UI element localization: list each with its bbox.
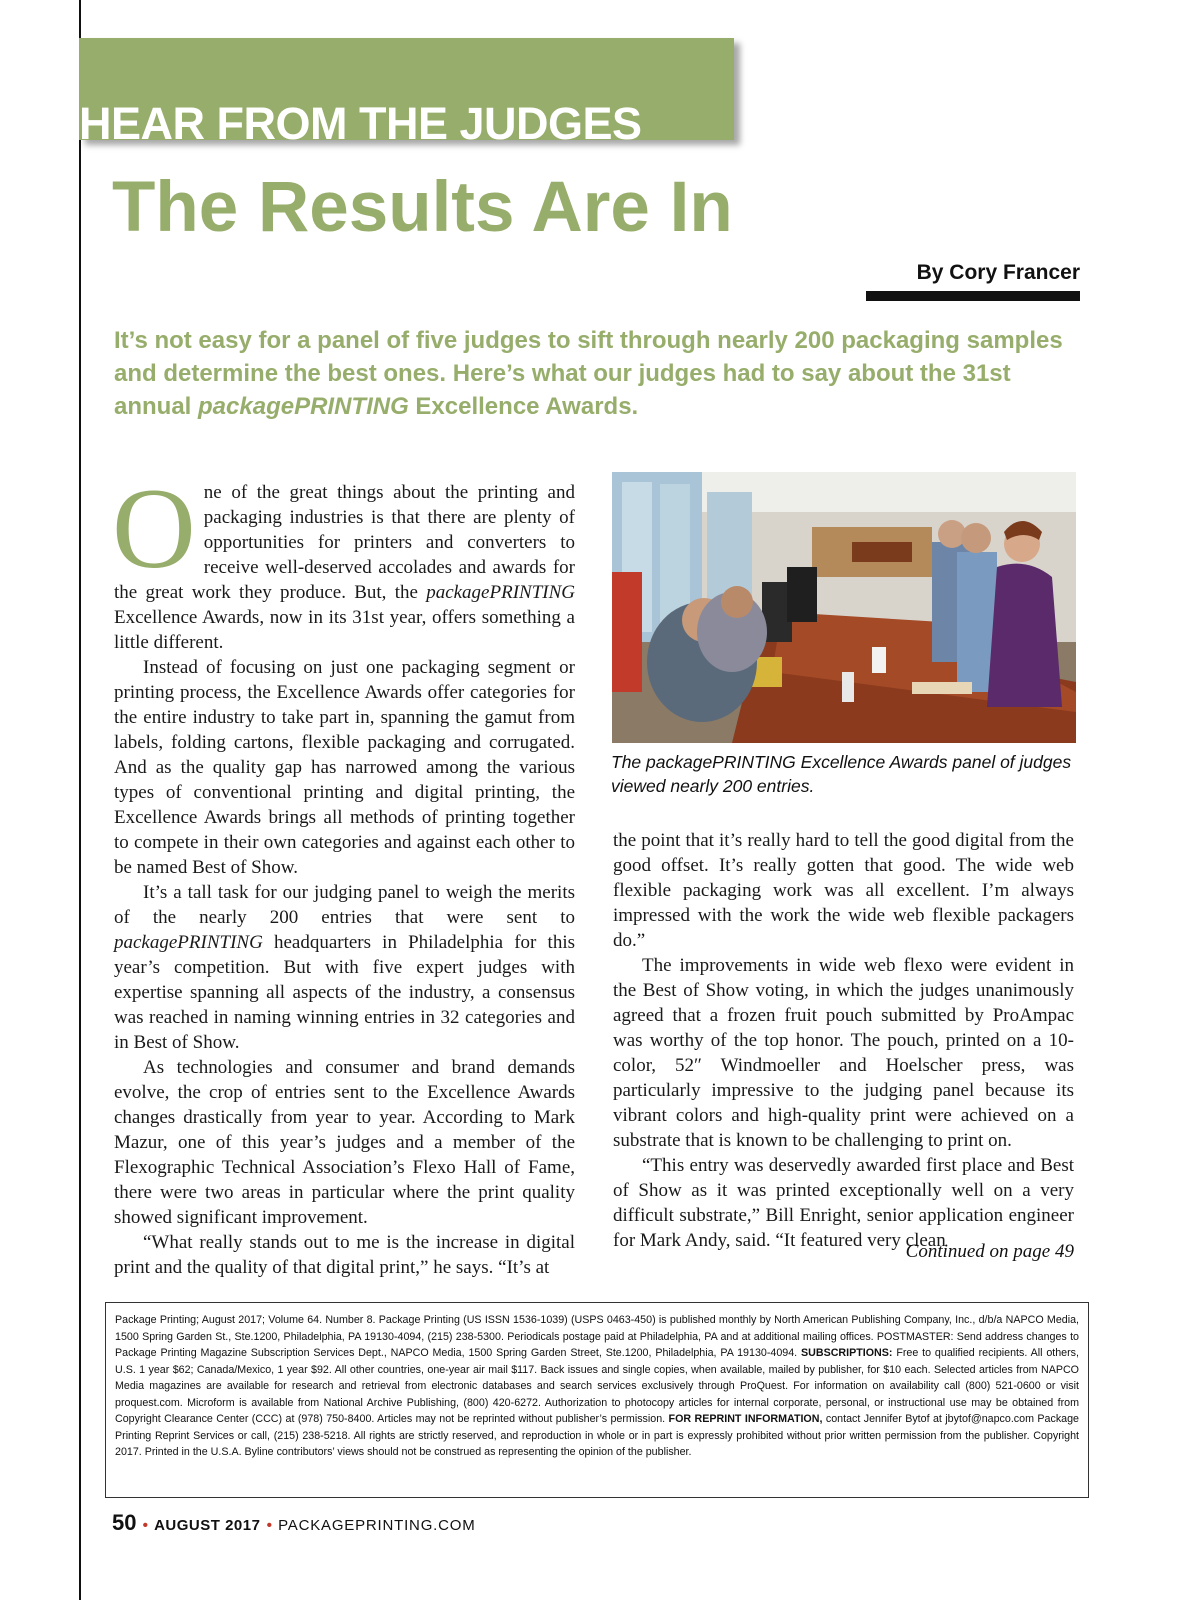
paragraph: “What really stands out to me is the increase in digital print and the quality of that digital print,” he says. “It’s at <box>114 1232 575 1278</box>
byline: By Cory Francer <box>916 261 1080 284</box>
byline-rule <box>866 291 1080 301</box>
paragraph: One of the great things about the printing and packaging industries is that there are plenty of opportunities for printers and converters to receive well-deserved accolades and awards for the great work they produce. But, the packagePRINTING Excellence Awards, now in its 31st year, offers something a little different. <box>112 465 575 653</box>
page-number: 50 <box>112 1510 137 1535</box>
paragraph: As technologies and consumer and brand demands evolve, the crop of entries sent to the Excellence Awards changes drastically from year to year. According to Mark Mazur, one of this year’s judges and a member of the Flexographic Technical Association’s Flexo Hall of Fame, there were two areas in particular where the print quality showed significant improvement. <box>114 1057 575 1228</box>
issue-date: AUGUST 2017 <box>154 1517 261 1534</box>
paragraph: It’s a tall task for our judging panel to weigh the merits of the nearly 200 entries that were sent to packagePRINTING headquarters in Philadelphia for this year’s competition. But with five expert judges with expertise spanning all aspects of the industry, a consensus was reached in naming winning entries in 32 categories and in Best of Show. <box>114 882 575 1053</box>
page-margin-rule <box>79 0 81 1600</box>
page-footer <box>112 1510 476 1536</box>
paragraph: The improvements in wide web flexo were evident in the Best of Show voting, in which the judges unanimously agreed that a frozen fruit pouch submitted by ProAmpac was worthy of the top honor. The pouch, printed on a 10-color, 52″ Windmoeller and Hoelscher press, was particularly impressive to the judging panel because its vibrant colors and high-quality print were achieved on a substrate that is known to be challenging to print on. <box>613 955 1074 1151</box>
paragraph: Instead of focusing on just one packaging segment or printing process, the Excellence Awards offer categories for the entire industry to take part in, spanning the gamut from labels, folding cartons, flexible packaging and corrugated. And as the quality gap has narrowed among the various types of conventional printing and digital printing, the Excellence Awards brings all methods of printing together to compete in their own categories and against each other to be named Best of Show. <box>114 657 575 878</box>
article-deck: It’s not easy for a panel of five judges to sift through nearly 200 packaging samples and determine the best ones. Here’s what our judges had to say about the 31st annual packagePRINTING Excellence Awards. <box>114 327 1063 420</box>
drop-cap: O <box>112 465 196 593</box>
photo-caption: The packagePRINTING Excellence Awards panel of judges viewed nearly 200 entries. <box>611 752 1072 796</box>
article-column-left <box>112 465 575 1280</box>
article-headline: The Results Are In <box>112 168 733 247</box>
judges-photo <box>612 472 1076 743</box>
masthead-box: Package Printing; August 2017; Volume 64. Number 8. Package Printing (US ISSN 1536-1039) (USPS 0463-450) is published monthly by North American Publishing Company, Inc., d/b/a NAPCO Media, 1500 Spring Garden St., Ste.1200, Philadelphia, PA 19130-4094, (215) 238-5300. Periodicals postage paid at Philadelphia, PA and at additional mailing offices. POSTMASTER: Send address changes to Package Printing Magazine Subscription Services Dept., NAPCO Media, 1500 Spring Garden Street, Ste.1200, Philadelphia, PA 19130-4094. SUBSCRIPTIONS: Free to qualified recipients. All others, U.S. 1 year $62; Canada/Mexico, 1 year $92. All other countries, one-year air mail $117. Back issues and single copies, when available, mailed by publisher, for $10 each. Selected articles from NAPCO Media magazines are available for research and retrieval from electronic databases and search services exclusively through ProQuest. For information on availability call (800) 521-0600 or visit proquest.com. Microform is available from National Archive Publishing, (800) 420-6272. Authorization to photocopy articles for internal corporate, personal, or instructional use may be obtained from Copyright Clearance Center (CCC) at (978) 750-8400. Articles may not be reprinted without publisher’s permission. FOR REPRINT INFORMATION, contact Jennifer Bytof at jbytof@napco.com Package Printing Reprint Services or call, (215) 238-5218. All rights are strictly reserved, and reproduction in whole or in part is expressly prohibited without prior written permission from the publisher. Copyright 2017. Printed in the U.S.A. Byline contributors’ views should not be construed as representing the opinion of the publisher. <box>105 1302 1089 1498</box>
section-kicker: HEAR FROM THE JUDGES <box>79 98 642 149</box>
paragraph: “This entry was deservedly awarded first place and Best of Show as it was printed exceptionally well on a very difficult substrate,” Bill Enright, senior application engineer for Mark Andy, said. “It featured very clean <box>613 1155 1074 1251</box>
bullet-icon: • <box>266 1517 273 1534</box>
continued-note: Continued on page 49 <box>905 1241 1074 1262</box>
bullet-icon: • <box>142 1517 149 1534</box>
article-column-right <box>613 828 1074 1253</box>
paragraph: the point that it’s really hard to tell the good digital from the good offset. It’s really gotten that good. The wide web flexible packaging work was all excellent. I’m always impressed with the work the wide web flexible packagers do.” <box>613 830 1074 951</box>
website-link[interactable]: PACKAGEPRINTING.COM <box>278 1517 476 1534</box>
